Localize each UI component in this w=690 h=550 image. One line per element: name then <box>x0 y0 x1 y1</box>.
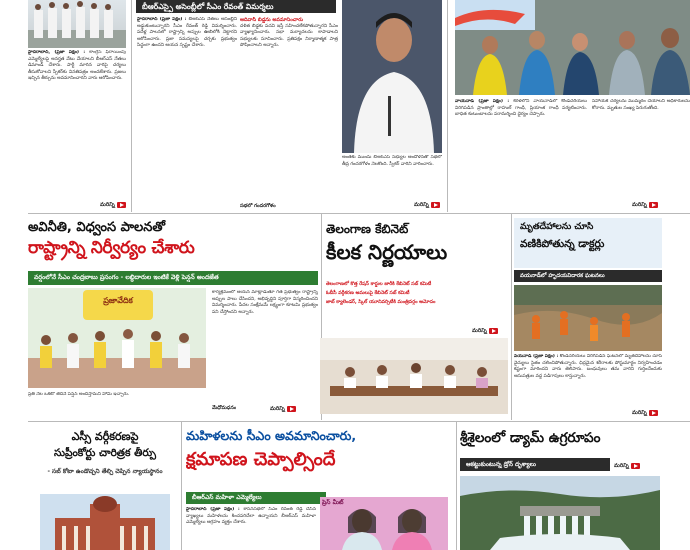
photo-dam-svg <box>460 476 660 550</box>
top-mid-more-text: సభలో గందరగోళం <box>240 203 276 209</box>
cabinet-bullet: జాబ్ క్యాలెండర్, స్కిల్ యూనివర్సిటీకి మంత్రివర్గం ఆమోదం <box>326 300 436 305</box>
more-label: మరిన్ని <box>632 202 647 208</box>
naidu-headline-line2: రాష్ట్రాన్ని నిర్వీర్యం చేశారు <box>28 238 195 258</box>
women-banner: ప్రెస్ మీట్ <box>322 499 344 506</box>
more-label: మరిన్ని <box>100 202 115 208</box>
more-button-naidu[interactable] <box>270 405 296 413</box>
brs-assembly-bar: బీఆర్ఎస్పై అసెంబ్లీలో సీఎం రేవంత్ విమర్శలు <box>136 0 336 13</box>
naidu-article-col1 <box>212 290 318 400</box>
column-divider <box>131 0 132 212</box>
cabinet-kicker: తెలంగాణ కేబినెట్ <box>326 222 409 236</box>
women-article <box>186 507 316 550</box>
top-mid-dateline: హైదరాబాద్‌ (ప్రజా పక్షం) : <box>137 17 187 22</box>
photo-cabinet-svg <box>320 338 508 414</box>
top-right-body2: సహాయక చర్యలను ముమ్మరం చేయాలని అధికారులను కోరారు. మృతుల సంఖ్య పెరుగుతోంది. <box>592 99 690 111</box>
photo-wayanad-rescue <box>514 285 662 351</box>
play-icon <box>117 202 126 208</box>
sc-subhead: - సబ్ కోటా ఉండొచ్చని తేల్చి చెప్పిన న్యాయస్థానం <box>47 468 163 475</box>
photo-cm-caption <box>342 155 442 203</box>
column-divider <box>181 422 182 550</box>
top-mid-col2 <box>240 17 338 202</box>
photo-women-mlas <box>320 497 448 550</box>
top-right-dateline: వాయనాడ్‌ (ప్రజా పక్షం) : <box>455 99 510 104</box>
doctors-headline <box>514 218 662 268</box>
more-label: మరిన్ని <box>414 202 429 208</box>
top-mid-subhead: ఆదివాసీ బిడ్డను అవమానించారు <box>240 17 303 23</box>
photo-court-svg <box>40 494 170 550</box>
more-button-top-right[interactable] <box>632 201 658 209</box>
doctors-article <box>514 354 662 406</box>
doctors-subhead-bar: వయనాడ్‌లో హృదయవిదారక ఘటనలు <box>514 270 662 282</box>
play-icon <box>431 202 440 208</box>
more-button-srisailam[interactable] <box>614 462 640 470</box>
cabinet-bullets <box>326 280 506 307</box>
doctors-dateline: వయనాడ్‌ (ప్రజా పక్షం) : <box>514 354 559 359</box>
women-headline-line2: క్షమాపణ చెప్పాల్సిందే <box>186 449 336 470</box>
play-icon <box>649 410 658 416</box>
women-dateline: హైదరాబాద్‌ (ప్రజా పక్షం) : <box>186 507 240 512</box>
play-icon <box>489 328 498 334</box>
srisailam-subhead-bar: ఆకట్టుకుంటున్న డ్రోన్ దృశ్యాలు <box>460 458 610 471</box>
more-label: మరిన్ని <box>632 410 647 416</box>
cabinet-bullet: ఓబీసీ వర్గీకరణ అమలుపై కేబినెట్ సబ్ కమిటీ <box>326 291 410 296</box>
naidu-more-text: మేధోమధనం <box>212 405 237 411</box>
photo-supreme-court <box>40 494 170 550</box>
row-divider <box>28 213 690 214</box>
top-left-dateline: హైదరాబాద్‌, (ప్రజా పక్షం) : <box>28 50 86 55</box>
photo-officials-svg <box>28 0 126 48</box>
women-subhead-bar: బీఆర్ఎస్ మహిళా ఎమ్మెల్యేలు <box>186 492 326 504</box>
more-button-doctors[interactable] <box>632 409 658 417</box>
doctors-line2: వణికిపోతున్న డాక్టర్లు <box>520 238 605 250</box>
doctors-line1: మృతదేహాలను చూసి <box>520 222 594 232</box>
women-headline-line1: మహిళలను సీఎం అవమానించారు, <box>186 428 357 443</box>
photo-naidu-stage <box>28 288 206 388</box>
naidu-subhead-bar: వర్షంలోనే సీఎం చంద్రబాబు ప్రసంగం - లబ్ధిదారుల ఇంటికే వెళ్లి పెన్షన్ అందజేత <box>28 271 318 285</box>
top-mid-body: బీఆర్ఎస్ నేతలు అసెంబ్లీని అడ్డుకుంటున్నారని సీఎం రేవంత్ రెడ్డి విమర్శించారు. పదేళ్ల పాలనలో రాష్ట్రాన్ని అప్పుల ఊబిలోకి నెట్టారని ఆరోపించారు. ప్రజా సమస్యలపై చర్చకు ప్రభుత్వం సిద్ధంగా ఉందని ఆయన స్పష్టం చేశారు. <box>137 17 237 49</box>
column-divider <box>456 422 457 550</box>
naidu-stage-banner: ప్రజావేదిక <box>103 296 133 305</box>
more-label: మరిన్ని <box>472 328 487 334</box>
more-label: మరిన్ని <box>614 463 629 469</box>
top-mid-col1 <box>137 17 237 212</box>
more-label: మరిన్ని <box>270 406 285 412</box>
top-mid-body2: దళిత బిడ్డకు పదవి ఇస్తే సహించలేకపోతున్నారని సీఎం వ్యాఖ్యానించారు. సభా మర్యాదలను కాపాడాలని సభ్యులకు సూచించారు. ప్రతిపక్షం నిర్మాణాత్మక పాత్ర పోషించాలని అన్నారు. <box>240 23 338 49</box>
play-icon <box>649 202 658 208</box>
more-button-top-mid[interactable] <box>414 201 440 209</box>
naidu-headline-line1: అవినీతి, విధ్వంస పాలనతో <box>28 220 166 235</box>
play-icon <box>287 406 296 412</box>
sc-headline-line2: సుప్రీంకోర్టు చారిత్రక తీర్పు <box>54 447 156 459</box>
naidu-caption <box>28 392 206 412</box>
photo-officials-group <box>28 0 126 48</box>
cabinet-title: కీలక నిర్ణయాలు <box>326 240 448 264</box>
doctors-body: కొండచరియలు విరిగిపడిన ఘటనలో మృతదేహాలను చూసి వైద్యులు సైతం చలించిపోతున్నారు. ఛిద్రమైన శరీరాలకు పోస్టుమార్టం నిర్వహించడం కష్టంగా మారిందని వారు తెలిపారు. బంధువులు తమ వారిని గుర్తించేందుకు ఆసుపత్రుల వద్ద పడిగాపులు కాస్తున్నారు. <box>514 354 662 379</box>
photo-cm-speaking <box>342 0 442 153</box>
naidu-body2: ప్రతి నెల ఒకటో తేదీనే పెన్షన్ అందిస్తామని హామీ ఇచ్చారు. <box>28 392 130 397</box>
photo-cm-svg <box>342 0 442 153</box>
photo-cabinet-meeting <box>320 338 508 414</box>
women-body: శాసనసభలో సీఎం రేవంత్ రెడ్డి చేసిన వ్యాఖ్యలు మహిళలను కించపరిచేలా ఉన్నాయని బీఆర్ఎస్ మహిళా ఎమ్మెల్యేలు ఆగ్రహం వ్యక్తం చేశారు. <box>186 507 316 526</box>
top-right-col2 <box>592 99 690 199</box>
photo-cm-caption-text: అంతకు ముందు బీఆర్ఎస్ సభ్యుల ఆందోళనతో సభలో తీవ్ర గందరగోళం నెలకొంది. స్పీకర్ వారిని వారించారు. <box>342 155 442 167</box>
more-button-top-left[interactable] <box>100 201 126 209</box>
photo-wayanad-svg <box>455 0 690 95</box>
naidu-body1: కార్యక్రమంలో ఆయన మాట్లాడుతూ గత ప్రభుత్వం రాష్ట్రాన్ని అప్పుల పాలు చేసిందని, అభివృద్ధిని పూర్తిగా విస్మరించిందని విమర్శించారు. పేదల సంక్షేమమే లక్ష్యంగా కూటమి ప్రభుత్వం పని చేస్తోందని అన్నారు. <box>212 290 318 315</box>
top-left-article <box>28 50 126 200</box>
photo-rescue-svg <box>514 285 662 351</box>
more-button-cabinet[interactable] <box>472 327 498 335</box>
column-divider <box>511 214 512 420</box>
column-divider <box>447 0 448 212</box>
play-icon <box>631 463 640 469</box>
sc-headline-line1: ఎస్సీ వర్గీకరణపై <box>71 430 139 443</box>
cabinet-bullet: తెలంగాణలో కొత్త రేషన్ కార్డుల జారీకి కేబినెట్ సబ్ కమిటీ <box>326 282 432 287</box>
top-left-body: కాంగ్రెస్ ఫిరాయింపు ఎమ్మెల్యేలపై అనర్హత వేటు వేయాలని బీఆర్ఎస్ నేతలు డిమాండ్ చేశారు. పార్టీ మారిన వారిపై చర్యలు తీసుకోవాలని స్పీకర్‌కు వినతిపత్రం అందజేశారు. ప్రజలు ఇచ్చిన తీర్పును అవమానించారని వారు ఆరోపించారు. <box>28 50 126 82</box>
srisailam-headline: శ్రీశైలంలో డ్యామ్ ఉగ్రరూపం <box>460 430 601 446</box>
top-right-col1 <box>455 99 587 209</box>
photo-srisailam-dam <box>460 476 660 550</box>
top-right-body: కేరళలోని వాయనాడ్‌లో కొండచరియలు విరిగిపడిన ప్రాంతాల్లో రాహుల్ గాంధీ, ప్రియాంక గాంధీ పర్యటించారు. బాధిత కుటుంబాలను పరామర్శించి ధైర్యం చెప్పారు. <box>455 99 587 118</box>
photo-wayanad-visit <box>455 0 690 95</box>
row-divider <box>28 421 690 422</box>
